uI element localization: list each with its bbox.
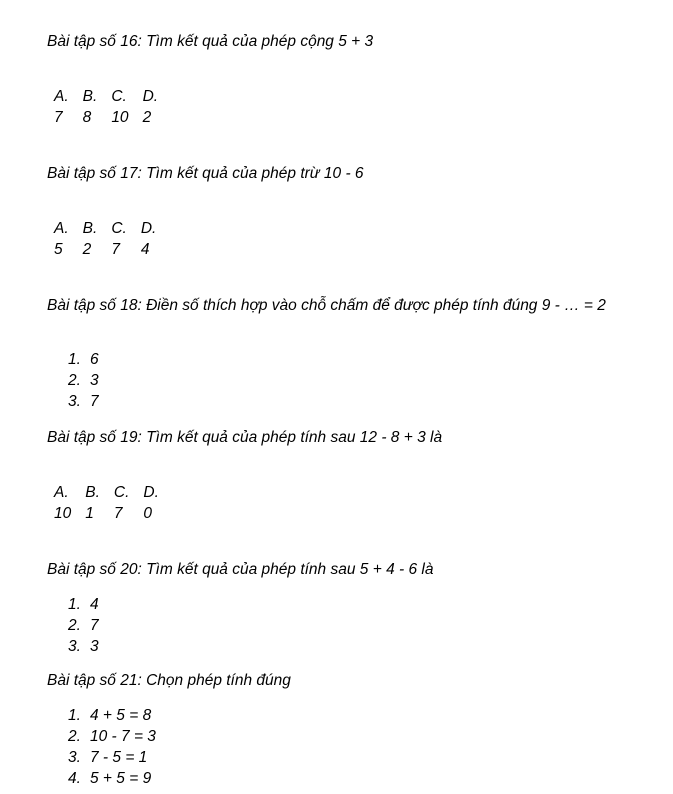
- option-number: 2.: [68, 372, 81, 389]
- option-number: 3.: [68, 393, 81, 410]
- option-c-letter: C.: [113, 484, 130, 501]
- option-b-value: 8: [82, 109, 92, 126]
- list-item: [68, 726, 156, 747]
- options-letter-row: [47, 218, 163, 239]
- list-item: [68, 594, 99, 615]
- option-text: 3: [90, 372, 99, 389]
- option-text: 7: [90, 617, 99, 634]
- option-b-value: 1: [85, 505, 94, 522]
- options-value-row: [47, 503, 166, 524]
- question-18-options: [68, 349, 99, 412]
- list-item: [68, 636, 99, 657]
- question-20-options: [68, 594, 99, 657]
- options-value-row: [47, 107, 165, 128]
- option-number: 3.: [68, 638, 81, 655]
- option-number: 1.: [68, 707, 81, 724]
- option-text: 6: [90, 351, 99, 368]
- option-d-letter: D.: [140, 220, 157, 237]
- question-20-title: Bài tập số 20: Tìm kết quả của phép tính sau 5 + 4 - 6 là: [47, 561, 434, 578]
- option-c-value: 10: [111, 109, 129, 126]
- option-text: 10 - 7 = 3: [90, 728, 156, 745]
- option-a-value: 5: [54, 241, 63, 258]
- option-number: 2.: [68, 728, 81, 745]
- list-item: [68, 705, 156, 726]
- option-d-value: 2: [142, 109, 152, 126]
- question-17-title: Bài tập số 17: Tìm kết quả của phép trừ 10 - 6: [47, 165, 364, 182]
- list-item: [68, 349, 99, 370]
- option-number: 1.: [68, 351, 81, 368]
- option-text: 3: [90, 638, 99, 655]
- option-c-value: 7: [111, 241, 120, 258]
- option-c-value: 7: [113, 505, 123, 522]
- option-text: 7: [90, 393, 99, 410]
- option-number: 3.: [68, 749, 81, 766]
- list-item: [68, 747, 156, 768]
- option-a-value: 7: [54, 109, 63, 126]
- option-text: 7 - 5 = 1: [90, 749, 148, 766]
- list-item: [68, 768, 156, 789]
- question-19-title: Bài tập số 19: Tìm kết quả của phép tính sau 12 - 8 + 3 là: [47, 429, 443, 446]
- option-d-letter: D.: [143, 484, 159, 501]
- question-18-title: Bài tập số 18: Điền số thích hợp vào chỗ chấm để được phép tính đúng 9 - … = 2: [47, 297, 606, 314]
- option-b-letter: B.: [82, 220, 98, 237]
- question-17-options: [47, 218, 163, 260]
- list-item: [68, 615, 99, 636]
- option-text: 4: [90, 596, 99, 613]
- question-21-title: Bài tập số 21: Chọn phép tính đúng: [47, 672, 291, 689]
- option-a-letter: A.: [54, 88, 69, 105]
- option-c-letter: C.: [111, 88, 127, 105]
- options-letter-row: [47, 482, 166, 503]
- option-d-letter: D.: [142, 88, 159, 105]
- option-number: 4.: [68, 770, 81, 787]
- question-16-title: Bài tập số 16: Tìm kết quả của phép cộng 5 + 3: [47, 33, 374, 50]
- option-b-letter: B.: [85, 484, 100, 501]
- option-text: 5 + 5 = 9: [90, 770, 152, 787]
- option-a-letter: A.: [54, 220, 69, 237]
- option-number: 2.: [68, 617, 81, 634]
- option-a-letter: A.: [54, 484, 69, 501]
- question-21-options: [68, 705, 156, 789]
- option-b-letter: B.: [82, 88, 98, 105]
- option-text: 4 + 5 = 8: [90, 707, 152, 724]
- list-item: [68, 370, 99, 391]
- option-number: 1.: [68, 596, 81, 613]
- question-16-options: [47, 86, 165, 128]
- option-c-letter: C.: [111, 220, 127, 237]
- options-letter-row: [47, 86, 165, 107]
- option-d-value: 0: [143, 505, 153, 522]
- option-b-value: 2: [82, 241, 92, 258]
- option-d-value: 4: [140, 241, 150, 258]
- options-value-row: [47, 239, 163, 260]
- question-19-options: [47, 482, 166, 524]
- list-item: [68, 391, 99, 412]
- option-a-value: 10: [54, 505, 72, 522]
